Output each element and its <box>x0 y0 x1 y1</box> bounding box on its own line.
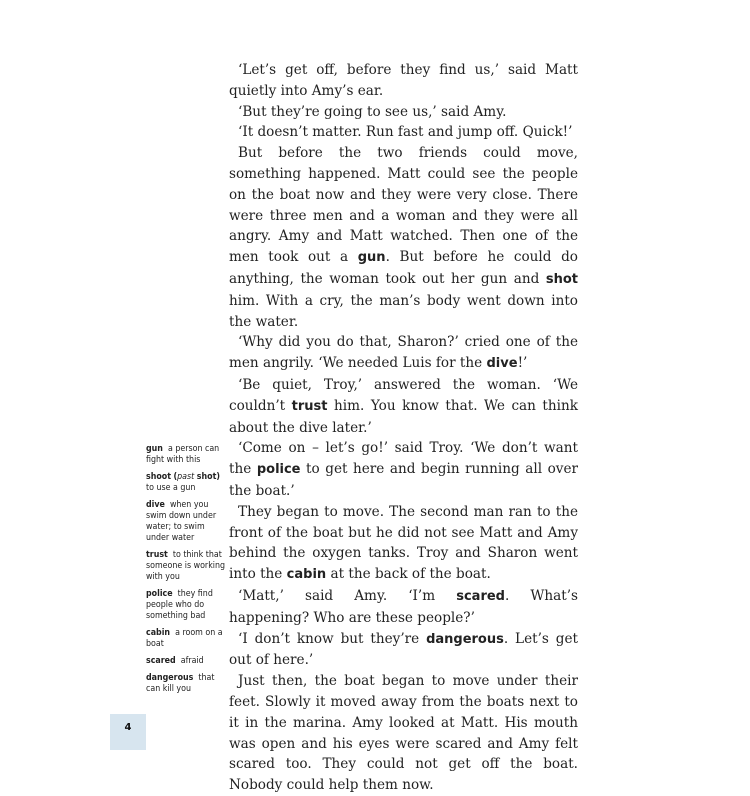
glossary-entry-shoot: shoot (past shot) to use a gun <box>146 472 220 493</box>
paragraph-text: ‘Why did you do that, Sharon?’ cried one of the men angrily. ‘We needed Luis for the <box>229 334 578 372</box>
glossary-definition: they find people who do something bad <box>146 589 213 621</box>
paragraph-2: ‘But they’re going to see us,’ said Amy. <box>238 103 507 120</box>
paragraph-text: !’ <box>517 355 528 372</box>
paragraph-text: ‘Be quiet, Troy,’ answered the woman. ‘We couldn’t <box>229 376 578 414</box>
paragraph-text: to get here and begin running all over the boat.’ <box>229 461 579 499</box>
paragraph-4 <box>229 143 578 332</box>
glossary-definition: afraid <box>180 656 204 666</box>
glossary-entry-scared <box>146 656 226 667</box>
keyword-shot: shot <box>545 271 578 287</box>
glossary-term: cabin <box>146 628 171 638</box>
paragraph-text: him. With a cry, the man’s body went down into the water. <box>229 292 578 330</box>
glossary-entry-gun <box>146 444 226 466</box>
glossary-sidebar <box>146 444 226 701</box>
glossary-term: dive <box>146 500 165 510</box>
glossary-entry-dangerous <box>146 673 226 695</box>
keyword-dangerous: dangerous <box>426 631 504 647</box>
keyword-cabin: cabin <box>286 567 327 583</box>
paragraph-6 <box>229 375 578 438</box>
glossary-entry-dive <box>146 500 226 544</box>
glossary-entry-trust <box>146 550 226 583</box>
paragraph-10 <box>229 629 578 672</box>
glossary-note-term: shot <box>196 472 217 482</box>
paragraph-text: They began to move. The second man ran to the front of the boat but he did not see Matt and Amy behind the oxygen tanks. Troy and Sharon went into the <box>229 503 578 583</box>
paragraph-3: ‘It doesn’t matter. Run fast and jump off. Quick!’ <box>238 124 573 141</box>
glossary-term: trust <box>146 550 168 560</box>
paragraph-11: Just then, the boat began to move under their feet. Slowly it moved away from the boats next to it in the marina. Amy looked at Matt. His mouth was open and his eyes were scared and Amy felt scared too. They could not get off the boat. Nobody could help them now. <box>229 673 578 794</box>
paragraph-text: him. You know that. We can think about the dive later.’ <box>229 397 578 436</box>
page-number: 4 <box>124 722 132 733</box>
glossary-entry-cabin <box>146 628 226 650</box>
glossary-definition: a person can fight with this <box>146 444 220 465</box>
glossary-definition: to think that someone is working with you <box>146 550 226 582</box>
keyword-scared: scared <box>456 588 505 604</box>
keyword-gun: gun <box>357 250 386 266</box>
paragraph-1: ‘Let’s get off, before they find us,’ said Matt quietly into Amy’s ear. <box>229 62 578 99</box>
glossary-definition: that can kill you <box>146 673 215 694</box>
keyword-trust: trust <box>291 398 328 414</box>
paragraph-text: ‘Come on – let’s go!’ said Troy. ‘We don’t want the <box>229 440 578 478</box>
glossary-entry-police <box>146 589 226 622</box>
paragraph-text: But before the two friends could move, something happened. Matt could see the people on the boat now and they were very close. There were three men and a woman and they were all angry. Amy and Matt watched. Then one of the men took out a <box>229 145 578 266</box>
glossary-term: gun <box>146 444 163 454</box>
paragraph-text: ‘Matt,’ said Amy. ‘I’m <box>238 587 457 604</box>
paragraph-text: . Let’s get out of here.’ <box>229 630 578 669</box>
paragraph-text: ‘I don’t know but they’re <box>238 630 427 647</box>
glossary-term: shoot <box>146 472 172 482</box>
paragraph-text: at the back of the boat. <box>326 566 491 583</box>
paragraph-9 <box>229 586 578 629</box>
paragraph-text: . But before he could do anything, the woman took out her gun and <box>229 249 578 287</box>
glossary-definition: when you swim down under water; to swim under water <box>146 500 217 543</box>
keyword-dive: dive <box>486 356 518 372</box>
paragraph-7 <box>229 438 578 501</box>
paragraph-text: . What’s happening? Who are these people?’ <box>229 587 578 626</box>
glossary-term: police <box>146 589 173 599</box>
glossary-note: past <box>177 472 195 482</box>
glossary-definition: to use a gun <box>146 483 196 493</box>
glossary-term: dangerous <box>146 673 194 683</box>
story-text <box>229 60 578 796</box>
paragraph-8 <box>229 502 578 586</box>
glossary-term: scared <box>146 656 176 666</box>
page-number-tab <box>110 714 146 750</box>
paragraph-5 <box>229 332 578 375</box>
keyword-police: police <box>256 462 301 478</box>
glossary-definition: a room on a boat <box>146 628 223 649</box>
